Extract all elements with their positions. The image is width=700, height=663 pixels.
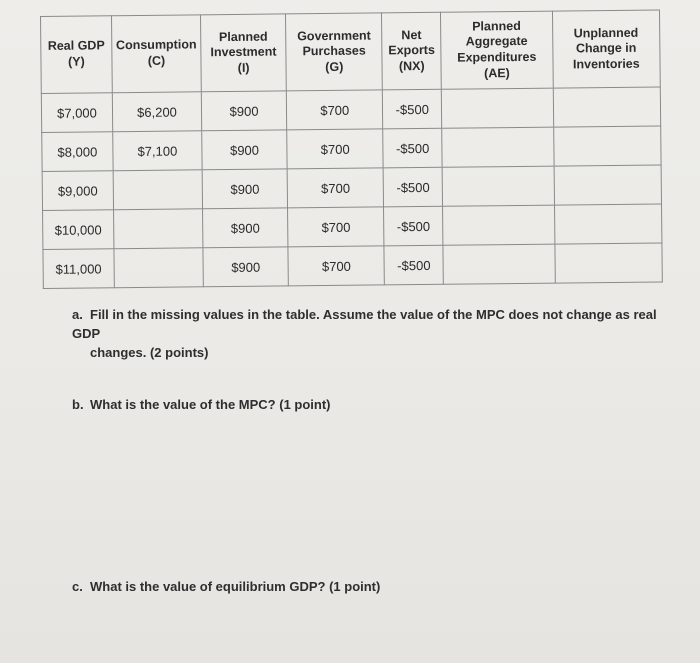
question-c [72,578,380,597]
cell-real-gdp: $7,000 [41,93,112,133]
cell-government: $700 [287,168,384,208]
cell-net-exports: -$500 [383,128,442,168]
gdp-table [40,10,663,289]
cell-real-gdp: $9,000 [42,171,113,211]
header-real-gdp: Real GDP (Y) [41,16,113,94]
cell-consumption [113,170,203,210]
header-planned-investment: Planned Investment (I) [201,14,287,92]
header-net-exports: Net Exports (NX) [382,12,442,90]
cell-investment: $900 [203,208,288,248]
cell-government: $700 [287,129,384,169]
cell-consumption: $6,200 [112,92,202,132]
cell-planned-ae [442,166,554,206]
question-c-label: c. [72,579,83,594]
question-a-text-continued: changes. (2 points) [90,344,209,360]
cell-unplanned-inventories [554,204,662,244]
cell-unplanned-inventories [553,87,661,127]
table-row [42,126,661,171]
question-b-label: b. [72,397,84,412]
table-row [42,165,661,210]
cell-net-exports: -$500 [383,167,442,207]
header-consumption: Consumption (C) [111,15,201,93]
cell-unplanned-inventories [554,243,662,283]
cell-net-exports: -$500 [383,89,442,129]
question-b [72,396,331,415]
cell-government: $700 [286,90,383,130]
cell-planned-ae [442,127,554,167]
cell-consumption [114,248,204,288]
header-planned-ae: Planned Aggregate Expenditures (AE) [441,11,553,89]
cell-investment: $900 [202,169,287,209]
header-government-purchases: Government Purchases (G) [286,13,383,91]
question-c-text: What is the value of equilibrium GDP? (1 point) [90,579,381,594]
cell-investment: $900 [203,247,288,287]
table-header-row [41,10,661,93]
question-b-text: What is the value of the MPC? (1 point) [90,397,331,412]
table-row [43,243,662,288]
cell-net-exports: -$500 [384,245,443,285]
question-a-label: a. [72,307,83,322]
table-row [43,204,662,249]
cell-consumption [113,209,203,249]
cell-planned-ae [441,88,553,128]
cell-real-gdp: $11,000 [43,249,114,289]
cell-real-gdp: $8,000 [42,132,113,172]
cell-net-exports: -$500 [384,206,443,246]
cell-investment: $900 [201,91,286,131]
cell-government: $700 [288,246,385,286]
cell-unplanned-inventories [553,126,661,166]
table-row [41,87,660,132]
cell-investment: $900 [202,130,287,170]
cell-government: $700 [288,207,385,247]
header-unplanned-inventories: Unplanned Change in Inventories [552,10,660,88]
cell-consumption: $7,100 [113,131,203,171]
question-a [72,306,682,363]
cell-unplanned-inventories [554,165,662,205]
cell-real-gdp: $10,000 [43,210,114,250]
question-a-text: Fill in the missing values in the table. Assume the value of the MPC does not change as real GDP [72,307,657,341]
cell-planned-ae [443,244,555,284]
cell-planned-ae [443,205,555,245]
